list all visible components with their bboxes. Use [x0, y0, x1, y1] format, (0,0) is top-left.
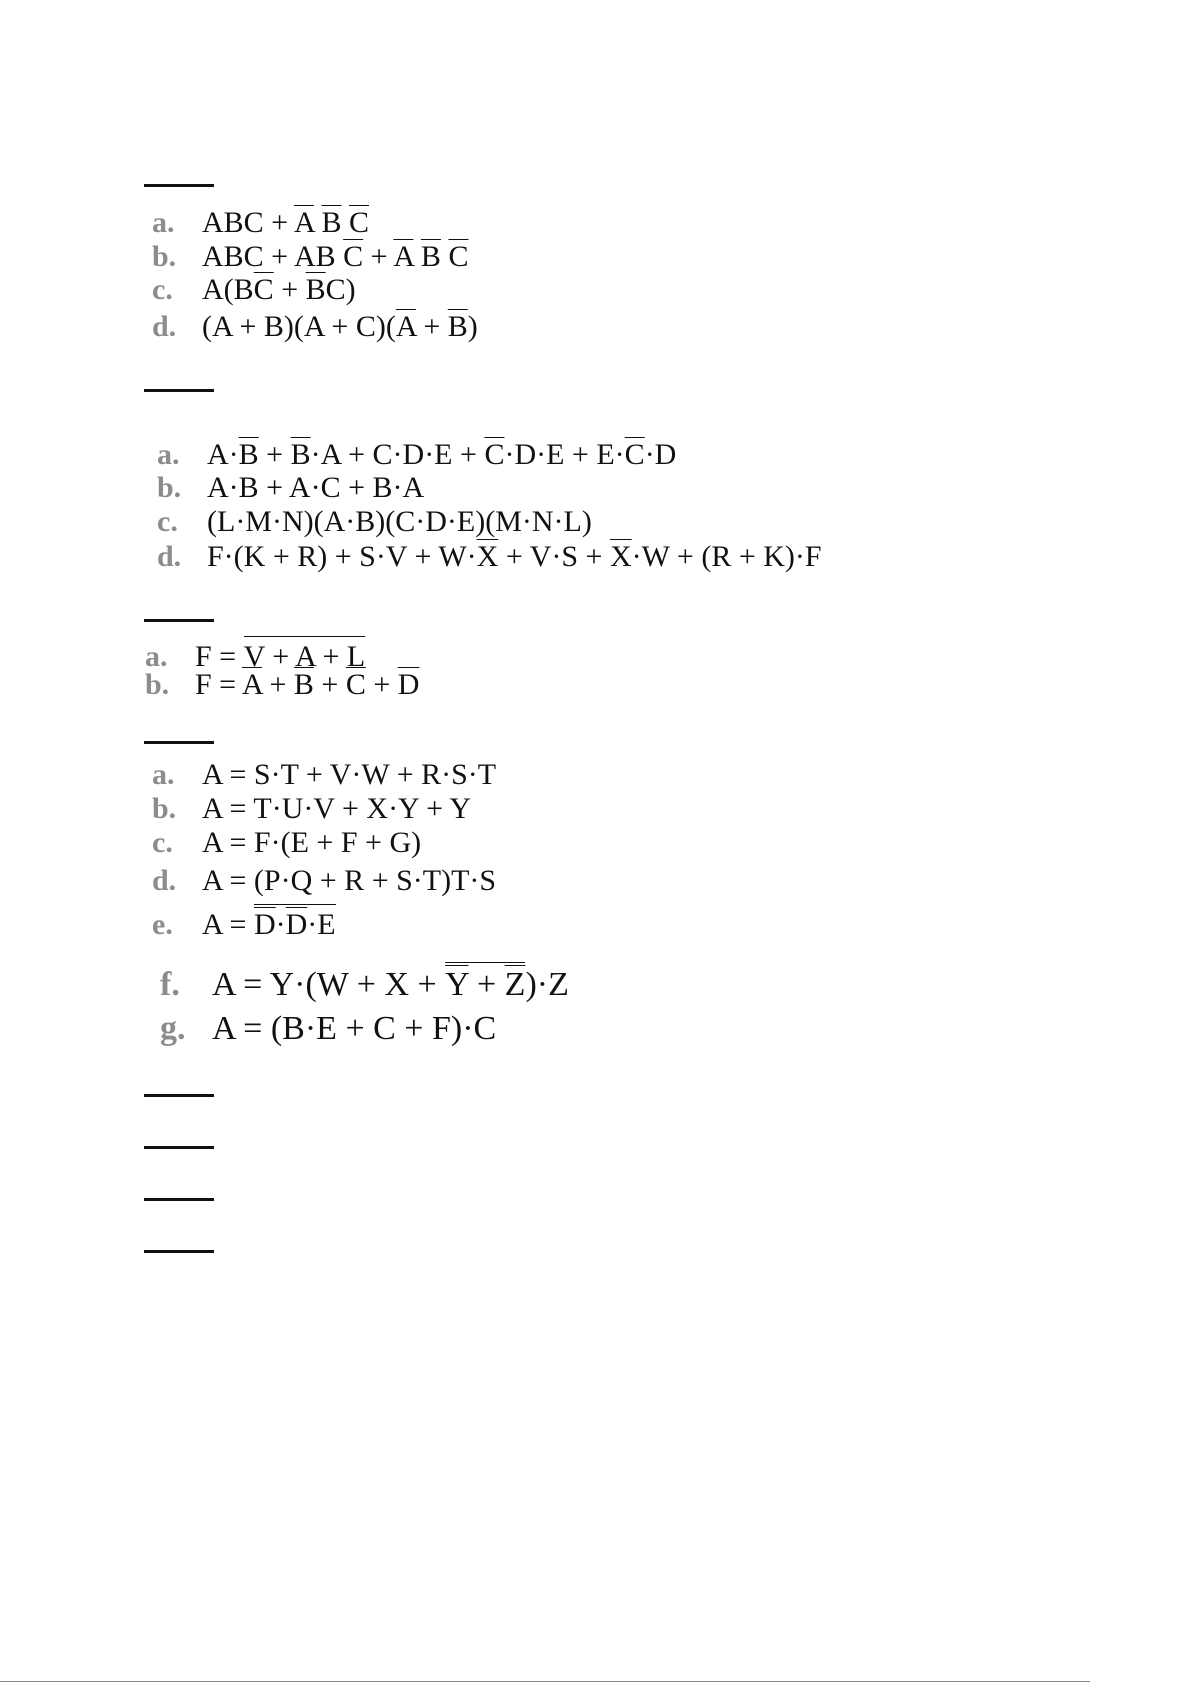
- boolean-expression: $A(B\overline{C} + \overline{B}C)$: [202, 273, 356, 306]
- expression-item: [152, 904, 336, 941]
- item-label: a.: [145, 640, 168, 673]
- section-rule-3: [144, 619, 214, 622]
- item-label: d.: [157, 540, 182, 573]
- expression-item: [152, 208, 369, 238]
- section-rule-6: [144, 1146, 214, 1149]
- boolean-expression: $A = \overline{D}\cdot\overline{D}\cdot E$: [202, 908, 336, 941]
- item-label: f.: [160, 966, 180, 1003]
- expression-item: [152, 242, 468, 272]
- section-rule-4: [144, 741, 214, 744]
- expression-item: [152, 866, 496, 896]
- boolean-expression: $(A + B)(A + C)(\overline{A} + \overline{B})$: [202, 310, 478, 343]
- expression-item: [152, 794, 471, 824]
- expression-item: [152, 275, 356, 305]
- boolean-expression: F = V + A + L: [195, 640, 365, 673]
- item-label: a.: [152, 758, 175, 791]
- item-label: c.: [152, 826, 173, 859]
- item-label: b.: [145, 668, 170, 701]
- boolean-expression: (L·M·N)(A·B)(C·D·E)(M·N·L): [207, 505, 592, 538]
- boolean-expression: A = (B·E + C + F)·C: [212, 1010, 497, 1047]
- item-label: b.: [152, 240, 177, 273]
- item-label: c.: [152, 273, 173, 306]
- boolean-expression: ABC + $\overline{A}$ $\overline{B}$ $\overline{C}$: [202, 206, 369, 239]
- item-label: e.: [152, 908, 173, 941]
- expression-item: [157, 473, 424, 503]
- expression-item: [160, 1012, 496, 1046]
- expression-item: [152, 828, 421, 858]
- expression-item: [152, 760, 496, 790]
- item-label: d.: [152, 310, 177, 343]
- item-label: a.: [157, 438, 180, 471]
- section-rule-5: [144, 1094, 214, 1097]
- boolean-expression: $A = Y\cdot(W + X + \overline{Y} + \overline{Z})\cdot Z$: [212, 966, 569, 1003]
- item-label: b.: [152, 792, 177, 825]
- boolean-expression: $F\cdot(K + R) + S\cdot V + W\cdot\overline{X} + V\cdot S + \overline{X}\cdot W + (R + K)\cdot F$: [207, 540, 822, 573]
- bottom-divider: [0, 1681, 1090, 1682]
- boolean-expression: A = S·T + V·W + R·S·T: [202, 758, 497, 791]
- boolean-expression: $A\cdot\overline{B} + \overline{B}\cdot A + C\cdot D\cdot E + \overline{C}\cdot D\cdot E + E\cdot\overline{C}\cdot D$: [207, 438, 677, 471]
- item-label: a.: [152, 206, 175, 239]
- boolean-expression: A = (P·Q + R + S·T)T·S: [202, 864, 497, 897]
- expression-item: [157, 440, 676, 470]
- expression-item: [160, 962, 569, 1003]
- expression-item: [145, 670, 419, 700]
- boolean-expression: A = F·(E + F + G): [202, 826, 422, 859]
- item-label: d.: [152, 864, 177, 897]
- boolean-expression: $F = \overline{A} + \overline{B} + \overline{C} + \overline{D}$: [195, 668, 420, 701]
- expression-item: [157, 507, 592, 537]
- expression-item: [157, 542, 822, 572]
- boolean-expression: A = T·U·V + X·Y + Y: [202, 792, 472, 825]
- section-rule-2: [144, 389, 214, 392]
- item-label: b.: [157, 471, 182, 504]
- item-label: c.: [157, 505, 178, 538]
- item-label: g.: [160, 1010, 186, 1047]
- expression-item: [152, 312, 478, 342]
- section-rule-1: [144, 184, 214, 187]
- section-rule-8: [144, 1250, 214, 1253]
- boolean-expression: A·B + A·C + B·A: [207, 471, 425, 504]
- boolean-expression: ABC + AB $\overline{C} + \overline{A}$ $\overline{B}$ $\overline{C}$: [202, 240, 469, 273]
- section-rule-7: [144, 1198, 214, 1201]
